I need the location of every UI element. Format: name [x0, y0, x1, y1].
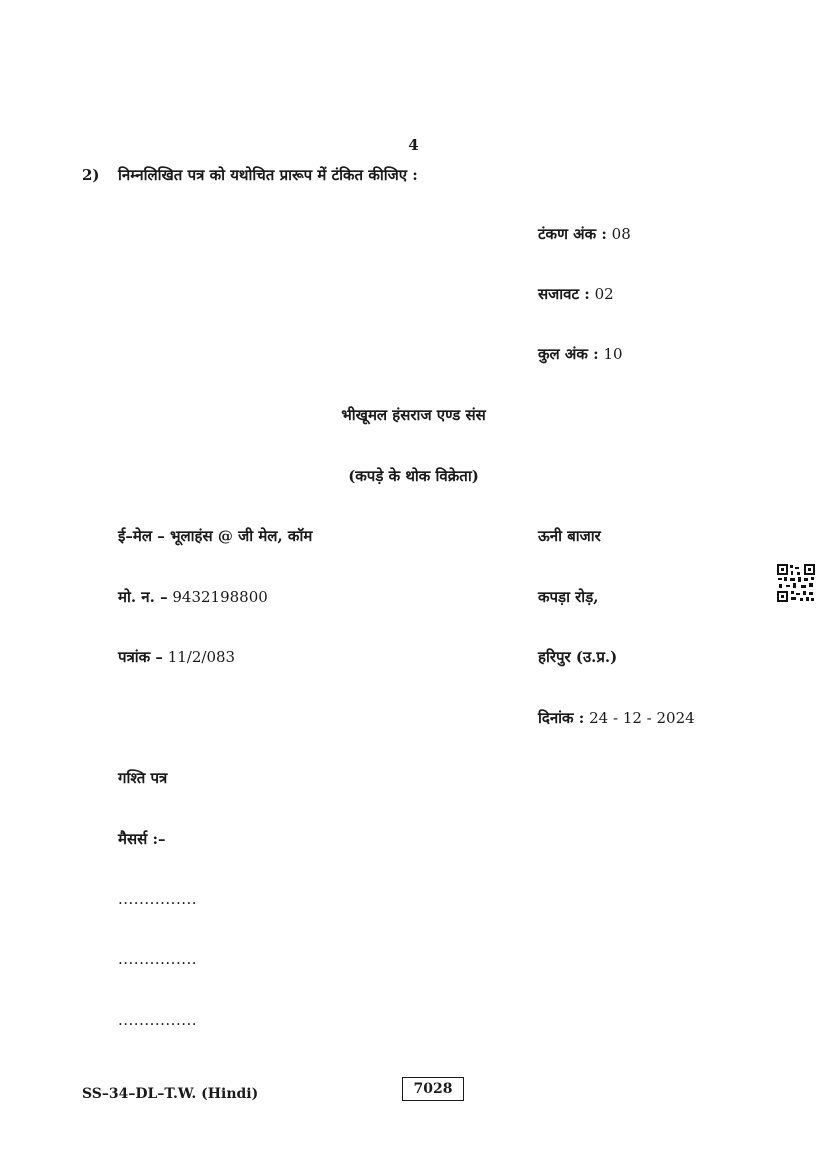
- marks-typing: [538, 224, 631, 244]
- letter-subject: गश्ति पत्र: [118, 769, 168, 787]
- footer-exam-code: SS–34–DL–T.W. (Hindi): [82, 1086, 259, 1102]
- question-instruction: निम्नलिखित पत्र को यथोचित प्रारूप में टंकित कीजिए :: [118, 166, 418, 184]
- mobile-label: मो. न. –: [118, 588, 168, 606]
- placeholder-dots-3: ...............: [118, 1011, 198, 1029]
- address-line-1: ऊनी बाजार: [538, 527, 601, 545]
- mobile-value: 9432198800: [172, 588, 268, 606]
- email-line: [118, 526, 312, 546]
- marks-total-label: कुल अंक :: [538, 345, 599, 363]
- marks-typing-value: 08: [611, 225, 631, 243]
- marks-total: [538, 344, 623, 364]
- qr-code-icon: [776, 563, 816, 603]
- marks-decoration-label: सजावट :: [538, 285, 590, 303]
- address-line-2: कपड़ा रोड़,: [538, 588, 599, 606]
- email-label: ई–मेल – भूलाहंस @ जी मेल, कॉम: [118, 527, 313, 545]
- date-line: [538, 708, 695, 728]
- question-number: 2): [82, 166, 100, 184]
- date-label: दिनांक :: [538, 709, 585, 727]
- ref-line: [118, 647, 235, 667]
- placeholder-dots-2: ...............: [118, 950, 198, 968]
- date-value: 24 - 12 - 2024: [589, 709, 695, 727]
- page-number: 4: [408, 136, 419, 154]
- footer-paper-number: 7028: [402, 1077, 464, 1101]
- firm-description: (कपड़े के थोक विक्रेता): [348, 467, 479, 485]
- marks-decoration-value: 02: [594, 285, 614, 303]
- salutation: मैसर्स :–: [118, 830, 166, 848]
- marks-total-value: 10: [603, 345, 623, 363]
- address-line-3: हरिपुर (उ.प्र.): [538, 648, 618, 666]
- mobile-line: [118, 587, 268, 607]
- placeholder-dots-1: ...............: [118, 890, 198, 908]
- firm-name: भीखूमल हंसराज एण्ड संस: [341, 406, 486, 424]
- marks-typing-label: टंकण अंक :: [538, 225, 607, 243]
- ref-label: पत्रांक –: [118, 648, 163, 666]
- marks-decoration: [538, 284, 614, 304]
- ref-value: 11/2/083: [167, 648, 236, 666]
